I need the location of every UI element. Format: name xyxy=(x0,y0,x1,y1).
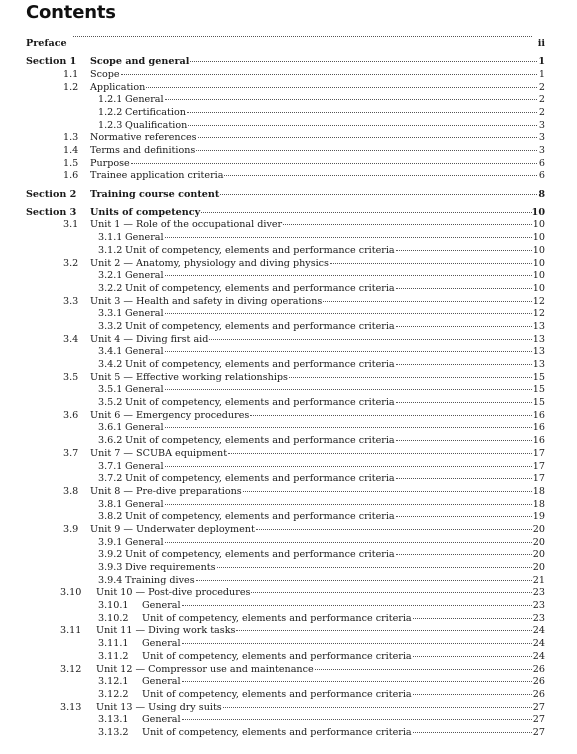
dot-leader xyxy=(165,237,532,238)
toc-entry-number: 1.6 xyxy=(63,170,79,182)
toc-entry-page-number: 10 xyxy=(532,219,545,231)
toc-entry[interactable] xyxy=(0,689,577,702)
dot-leader xyxy=(396,440,532,441)
toc-entry-page-number: 24 xyxy=(532,650,545,662)
toc-entry-number: 3.6.1 xyxy=(98,422,123,434)
toc-entry[interactable] xyxy=(0,56,577,69)
toc-entry-number: 3.5 xyxy=(63,371,79,383)
toc-entry-page-number: 23 xyxy=(532,587,545,599)
toc-entry[interactable] xyxy=(0,448,577,461)
toc-entry[interactable] xyxy=(0,107,577,120)
toc-entry-page-number: 6 xyxy=(538,157,545,169)
toc-entry-number: 3.7.2 xyxy=(98,473,123,485)
dot-leader xyxy=(201,212,532,213)
toc-entry[interactable] xyxy=(0,638,577,651)
toc-entry-title: Unit of competency, elements and performance criteria xyxy=(125,511,395,523)
toc-entry-title: Unit of competency, elements and performance criteria xyxy=(125,244,395,256)
toc-entry-page-number: 10 xyxy=(532,232,545,244)
toc-entry-title: Unit 5 — Effective working relationships xyxy=(90,371,288,383)
dot-leader xyxy=(396,250,532,251)
toc-entry-page-number: 17 xyxy=(532,473,545,485)
toc-entry-page-number: 18 xyxy=(532,498,545,510)
toc-entry[interactable] xyxy=(0,132,577,145)
toc-entry[interactable] xyxy=(0,422,577,435)
toc-entry-title: General xyxy=(142,638,181,650)
toc-entry-page-number: 26 xyxy=(532,663,545,675)
dot-leader xyxy=(223,707,532,708)
toc-entry-page-number: 16 xyxy=(532,435,545,447)
toc-entry-page-number: 24 xyxy=(532,625,545,637)
toc-entry-title: Unit 3 — Health and safety in diving operations xyxy=(90,295,323,307)
toc-entry-page-number: 18 xyxy=(532,485,545,497)
toc-entry-title: Unit of competency, elements and performance criteria xyxy=(125,435,395,447)
toc-entry-title: Unit of competency, elements and performance criteria xyxy=(125,473,395,485)
toc-entry-number: 3.9 xyxy=(63,523,79,535)
toc-entry-title: General xyxy=(125,384,164,396)
dot-leader xyxy=(73,36,532,37)
toc-entry-title: General xyxy=(125,232,164,244)
dot-leader xyxy=(220,194,537,195)
toc-entry-number: 3.9.2 xyxy=(98,549,123,561)
dot-leader xyxy=(165,99,537,100)
toc-entry-number: 3.9.1 xyxy=(98,536,123,548)
toc-entry-number: 3.10.2 xyxy=(98,612,129,624)
toc-entry-title: Units of competency xyxy=(90,206,201,218)
toc-entry-title: General xyxy=(125,270,164,282)
toc-entry-title: Unit 13 — Using dry suits xyxy=(96,701,222,713)
toc-entry-number: 3.6.2 xyxy=(98,435,123,447)
toc-entry-number: 3.12.1 xyxy=(98,676,129,688)
toc-entry-title: General xyxy=(142,676,181,688)
dot-leader xyxy=(165,542,532,543)
toc-entry[interactable] xyxy=(0,486,577,499)
toc-entry[interactable] xyxy=(0,145,577,158)
toc-entry-title: Unit of competency, elements and performance criteria xyxy=(125,397,395,409)
toc-entry[interactable] xyxy=(0,410,577,423)
dot-leader xyxy=(396,554,532,555)
dot-leader xyxy=(165,466,532,467)
toc-entry-title: General xyxy=(142,600,181,612)
toc-entry-title: General xyxy=(125,94,164,106)
toc-entry-page-number: 10 xyxy=(531,206,545,218)
toc-entry-number: 3.1.1 xyxy=(98,232,123,244)
toc-entry-title: Unit 8 — Pre-dive preparations xyxy=(90,485,242,497)
toc-entry-page-number: 13 xyxy=(532,320,545,332)
toc-entry-page-number: 12 xyxy=(532,295,545,307)
toc-entry[interactable] xyxy=(0,727,577,740)
toc-entry-page-number: 17 xyxy=(532,447,545,459)
toc-entry-title: Unit of competency, elements and performance criteria xyxy=(142,688,412,700)
toc-entry-number: 3.5.2 xyxy=(98,397,123,409)
toc-entry-number: 3.7.1 xyxy=(98,460,123,472)
dot-leader xyxy=(396,288,532,289)
toc-entry-page-number: 15 xyxy=(532,371,545,383)
toc-entry-page-number: 10 xyxy=(532,270,545,282)
dot-leader xyxy=(121,74,537,75)
toc-entry-title: Unit of competency, elements and performance criteria xyxy=(142,726,412,738)
toc-entry-number: Section 3 xyxy=(26,206,77,218)
toc-entry-number: 3.10 xyxy=(60,587,82,599)
toc-entry[interactable] xyxy=(0,600,577,613)
toc-entry-page-number: ii xyxy=(537,38,545,49)
toc-entry-page-number: 10 xyxy=(532,244,545,256)
toc-entry-number: 3.13 xyxy=(60,701,82,713)
page-title: Contents xyxy=(26,2,116,23)
toc-entry-number: 1.2 xyxy=(63,81,79,93)
dot-leader xyxy=(396,364,532,365)
toc-entry-title: General xyxy=(125,460,164,472)
dot-leader xyxy=(413,732,532,733)
toc-entry-page-number: 3 xyxy=(538,119,545,131)
toc-entry-page-number: 1 xyxy=(538,56,545,68)
toc-entry-number: 3.4.1 xyxy=(98,346,123,358)
toc-entry-number: 3.13.2 xyxy=(98,726,129,738)
toc-entry-page-number: 6 xyxy=(538,170,545,182)
toc-entry-number: 3.2 xyxy=(63,257,79,269)
toc-entry-page-number: 1 xyxy=(538,68,545,80)
toc-entry-page-number: 13 xyxy=(532,333,545,345)
toc-entry-title: Unit 7 — SCUBA equipment xyxy=(90,447,228,459)
toc-entry-number: Section 2 xyxy=(26,188,77,200)
toc-entry-title: Unit 4 — Diving first aid xyxy=(90,333,209,345)
toc-entry-page-number: 15 xyxy=(532,384,545,396)
toc-entry-page-number: 2 xyxy=(538,81,545,93)
toc-entry[interactable] xyxy=(0,120,577,133)
dot-leader xyxy=(396,516,532,517)
toc-entry[interactable] xyxy=(0,511,577,524)
dot-leader xyxy=(188,125,537,126)
dot-leader xyxy=(396,402,532,403)
toc-entry-number: 3.13.1 xyxy=(98,714,129,726)
toc-entry-title: Unit of competency, elements and performance criteria xyxy=(142,612,412,624)
toc-entry[interactable] xyxy=(0,397,577,410)
toc-entry[interactable] xyxy=(0,94,577,107)
toc-entry-title: General xyxy=(142,714,181,726)
toc-entry-number: 3.8.1 xyxy=(98,498,123,510)
dot-leader xyxy=(165,275,532,276)
toc-entry-title: Unit 6 — Emergency procedures xyxy=(90,409,250,421)
toc-entry-number: 3.9.3 xyxy=(98,562,123,573)
dot-leader xyxy=(250,415,532,416)
toc-entry[interactable] xyxy=(0,82,577,95)
toc-entry-number: 1.5 xyxy=(63,157,79,169)
toc-entry-title: General xyxy=(125,422,164,434)
dot-leader xyxy=(131,163,537,164)
dot-leader xyxy=(256,529,532,530)
toc-entry[interactable] xyxy=(0,170,577,183)
toc-entry-title: Scope and general xyxy=(90,56,190,68)
toc-entry-number: 3.7 xyxy=(63,447,79,459)
toc-entry-page-number: 24 xyxy=(532,638,545,650)
toc-entry-number: 1.3 xyxy=(63,132,79,144)
toc-entry-page-number: 27 xyxy=(532,701,545,713)
toc-entry-page-number: 13 xyxy=(532,359,545,370)
toc-entry-number: 3.2.1 xyxy=(98,270,123,282)
toc-entry-page-number: 23 xyxy=(532,600,545,612)
toc-entry-title: Application xyxy=(90,81,146,93)
toc-entry[interactable] xyxy=(0,189,577,202)
dot-leader xyxy=(289,377,532,378)
dot-leader xyxy=(182,719,532,720)
dot-leader xyxy=(283,224,532,225)
dot-leader xyxy=(315,669,532,670)
toc-entry-page-number: 26 xyxy=(532,688,545,700)
toc-entry-number: 1.1 xyxy=(63,68,79,80)
dot-leader xyxy=(396,326,532,327)
dot-leader xyxy=(217,567,532,568)
toc-entry-number: 1.2.1 xyxy=(98,94,123,106)
dot-leader xyxy=(228,453,532,454)
toc-entry-page-number: 10 xyxy=(532,257,545,269)
toc-entry-title: Unit 9 — Underwater deployment xyxy=(90,523,255,535)
dot-leader xyxy=(243,491,532,492)
toc-entry[interactable] xyxy=(0,384,577,397)
toc-entry[interactable] xyxy=(0,625,577,638)
toc-entry[interactable] xyxy=(0,575,577,588)
toc-entry-number: 1.2.3 xyxy=(98,119,123,131)
toc-entry-page-number: 23 xyxy=(532,612,545,624)
toc-entry-page-number: 3 xyxy=(538,132,545,144)
table-of-contents xyxy=(0,38,577,740)
toc-entry[interactable] xyxy=(0,499,577,512)
toc-entry[interactable] xyxy=(0,461,577,474)
toc-entry[interactable] xyxy=(0,537,577,550)
toc-entry-page-number: 8 xyxy=(538,188,545,200)
toc-entry-title: Scope xyxy=(90,68,120,80)
toc-entry-title: Unit 10 — Post-dive procedures xyxy=(96,587,251,599)
dot-leader xyxy=(187,112,537,113)
toc-entry-number: 3.8.2 xyxy=(98,511,123,523)
toc-entry-title: General xyxy=(125,536,164,548)
toc-entry-title: Unit of competency, elements and performance criteria xyxy=(125,359,395,370)
toc-entry-title: Unit of competency, elements and performance criteria xyxy=(142,650,412,662)
dot-leader xyxy=(224,175,537,176)
toc-entry[interactable] xyxy=(0,435,577,448)
toc-entry-number: 3.4 xyxy=(63,333,79,345)
toc-entry[interactable] xyxy=(0,346,577,359)
toc-entry[interactable] xyxy=(0,158,577,171)
toc-entry-title: General xyxy=(125,498,164,510)
toc-entry-page-number: 12 xyxy=(532,308,545,320)
dot-leader xyxy=(165,504,532,505)
toc-entry-number: Section 1 xyxy=(26,56,77,68)
toc-entry[interactable] xyxy=(0,245,577,258)
toc-entry-page-number: 13 xyxy=(532,346,545,358)
toc-entry-page-number: 16 xyxy=(532,422,545,434)
toc-entry-title: Certification xyxy=(125,106,186,118)
toc-entry[interactable] xyxy=(0,232,577,245)
toc-entry-title: Terms and definitions xyxy=(90,145,196,156)
toc-entry-number: 3.10.1 xyxy=(98,600,129,612)
toc-entry[interactable] xyxy=(0,549,577,562)
toc-entry[interactable] xyxy=(0,562,577,575)
toc-entry-number: 3.11 xyxy=(60,625,82,637)
toc-entry[interactable] xyxy=(0,219,577,232)
toc-entry-page-number: 10 xyxy=(532,282,545,294)
toc-entry-page-number: 21 xyxy=(532,574,545,586)
toc-entry[interactable] xyxy=(0,676,577,689)
toc-entry[interactable] xyxy=(0,69,577,82)
toc-entry[interactable] xyxy=(0,38,577,51)
toc-entry-title: Purpose xyxy=(90,157,130,169)
toc-entry-title: Trainee application criteria xyxy=(90,170,224,182)
toc-entry[interactable] xyxy=(0,207,577,220)
toc-entry-title: General xyxy=(125,346,164,358)
toc-entry-number: 3.6 xyxy=(63,409,79,421)
toc-entry-title: Training course content xyxy=(90,188,220,200)
toc-entry-number: 3.11.2 xyxy=(98,650,129,662)
toc-entry-number: 3.2.2 xyxy=(98,282,123,294)
toc-entry-number: 3.1 xyxy=(63,219,79,231)
dot-leader xyxy=(323,301,532,302)
toc-entry-title: Unit of competency, elements and performance criteria xyxy=(125,549,395,561)
toc-entry-number: 3.1.2 xyxy=(98,244,123,256)
dot-leader xyxy=(413,618,532,619)
toc-entry-title: Dive requirements xyxy=(125,562,216,573)
toc-entry-title: Normative references xyxy=(90,132,197,144)
toc-entry-page-number: 20 xyxy=(532,549,545,561)
toc-entry-title: Unit 1 — Role of the occupational diver xyxy=(90,219,283,231)
dot-leader xyxy=(182,681,532,682)
dot-leader xyxy=(190,61,537,62)
toc-entry-page-number: 2 xyxy=(538,106,545,118)
dot-leader xyxy=(330,263,532,264)
toc-entry-number: 1.2.2 xyxy=(98,106,123,118)
toc-entry-number: 1.4 xyxy=(63,145,79,156)
toc-entry[interactable] xyxy=(0,372,577,385)
toc-entry-number: 3.11.1 xyxy=(98,638,129,650)
toc-entry[interactable] xyxy=(0,258,577,271)
toc-entry-number: 3.5.1 xyxy=(98,384,123,396)
toc-entry-page-number: 26 xyxy=(532,676,545,688)
dot-leader xyxy=(251,592,532,593)
toc-entry-page-number: 19 xyxy=(532,511,545,523)
dot-leader xyxy=(236,630,532,631)
dot-leader xyxy=(165,313,532,314)
toc-entry[interactable] xyxy=(0,714,577,727)
toc-entry[interactable] xyxy=(0,702,577,715)
toc-entry-page-number: 15 xyxy=(532,397,545,409)
toc-entry-page-number: 16 xyxy=(532,409,545,421)
toc-entry-number: 3.3.2 xyxy=(98,320,123,332)
toc-entry-number: 3.9.4 xyxy=(98,574,123,586)
toc-entry-number: 3.8 xyxy=(63,485,79,497)
dot-leader xyxy=(196,580,532,581)
toc-entry[interactable] xyxy=(0,283,577,296)
toc-entry-title: Training dives xyxy=(125,574,195,586)
toc-entry[interactable] xyxy=(0,664,577,677)
dot-leader xyxy=(165,427,532,428)
dot-leader xyxy=(196,150,537,151)
toc-entry[interactable] xyxy=(0,321,577,334)
toc-entry-title: General xyxy=(125,308,164,320)
toc-entry[interactable] xyxy=(0,524,577,537)
dot-leader xyxy=(413,656,532,657)
toc-entry-page-number: 27 xyxy=(532,726,545,738)
toc-entry-number: 3.3 xyxy=(63,295,79,307)
toc-entry[interactable] xyxy=(0,587,577,600)
dot-leader xyxy=(182,643,532,644)
toc-entry-title: Qualification xyxy=(125,119,188,131)
toc-entry-title: Unit 2 — Anatomy, physiology and diving physics xyxy=(90,257,329,269)
toc-entry-number: Preface xyxy=(26,38,67,49)
toc-entry[interactable] xyxy=(0,296,577,309)
toc-entry[interactable] xyxy=(0,613,577,626)
dot-leader xyxy=(165,351,532,352)
toc-entry[interactable] xyxy=(0,270,577,283)
toc-entry-page-number: 27 xyxy=(532,714,545,726)
toc-entry-page-number: 17 xyxy=(532,460,545,472)
toc-entry-number: 3.12.2 xyxy=(98,688,129,700)
toc-entry-page-number: 2 xyxy=(538,94,545,106)
toc-entry[interactable] xyxy=(0,308,577,321)
dot-leader xyxy=(165,389,532,390)
toc-entry-page-number: 20 xyxy=(532,562,545,573)
toc-entry-number: 3.3.1 xyxy=(98,308,123,320)
toc-entry[interactable] xyxy=(0,359,577,372)
toc-entry-number: 3.12 xyxy=(60,663,82,675)
toc-entry-title: Unit 11 — Diving work tasks xyxy=(96,625,236,637)
dot-leader xyxy=(198,137,537,138)
toc-entry-page-number: 3 xyxy=(538,145,545,156)
toc-entry[interactable] xyxy=(0,334,577,347)
dot-leader xyxy=(182,605,532,606)
toc-entry-page-number: 20 xyxy=(532,536,545,548)
dot-leader xyxy=(146,87,537,88)
toc-entry-number: 3.4.2 xyxy=(98,359,123,370)
dot-leader xyxy=(396,478,532,479)
dot-leader xyxy=(413,694,532,695)
dot-leader xyxy=(209,339,532,340)
toc-entry[interactable] xyxy=(0,473,577,486)
toc-entry-title: Unit of competency, elements and performance criteria xyxy=(125,282,395,294)
toc-entry[interactable] xyxy=(0,651,577,664)
toc-entry-title: Unit of competency, elements and performance criteria xyxy=(125,320,395,332)
toc-entry-title: Unit 12 — Compressor use and maintenance xyxy=(96,663,314,675)
toc-entry-page-number: 20 xyxy=(532,523,545,535)
